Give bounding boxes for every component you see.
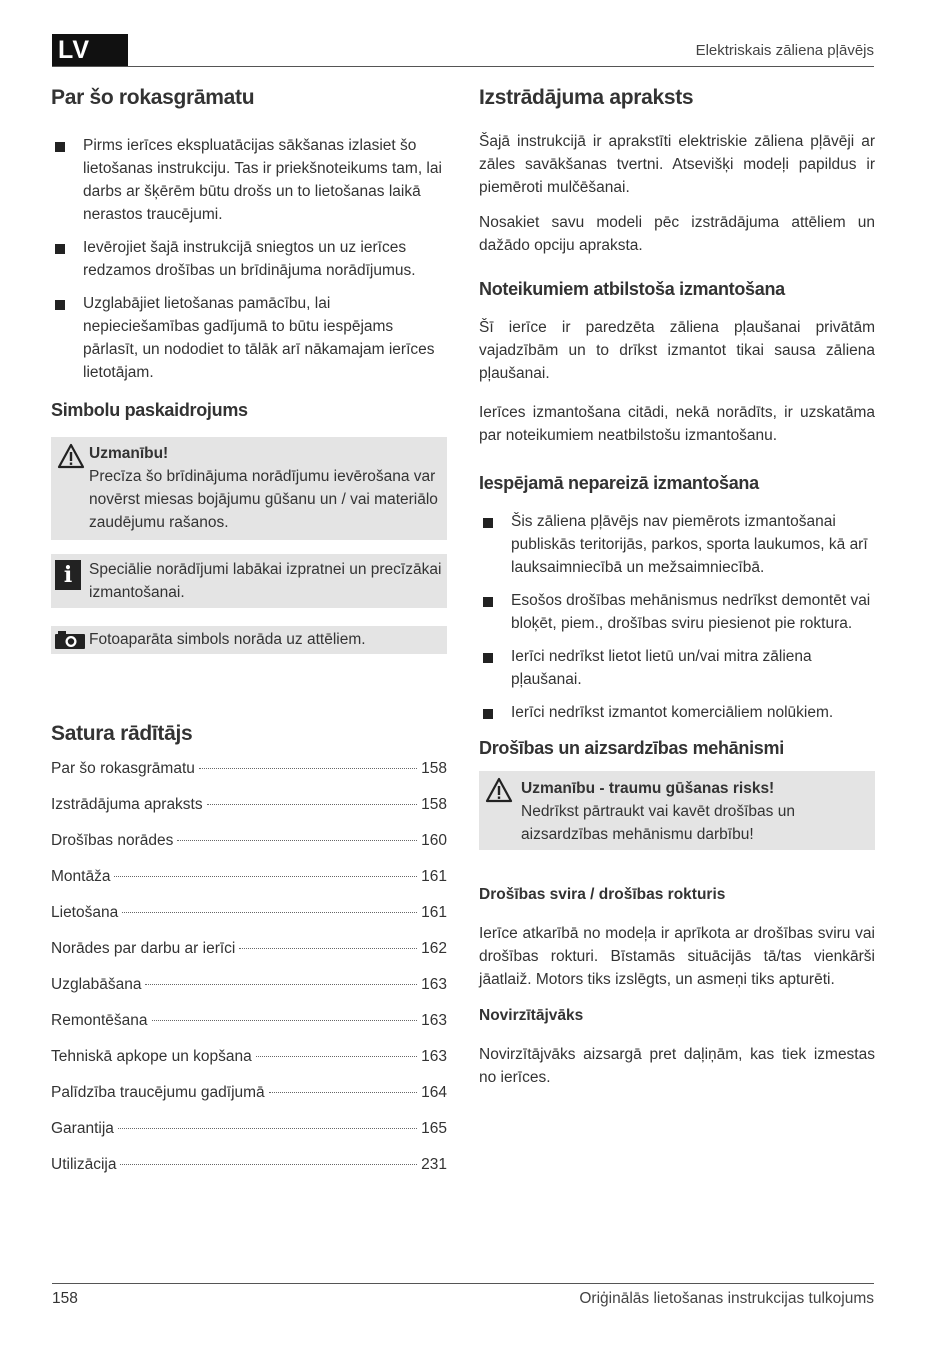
list-item: Ierīci nedrīkst lietot lietū un/vai mitra zāliena pļaušanai. [479, 645, 875, 691]
list-item: Šis zāliena pļāvējs nav piemērots izmantošanai publiskās teritorijās, parkos, sporta laukumos, kā arī lauksaimniecībā un mežsaimniecībā. [479, 510, 875, 579]
toc-leader-dots [152, 1020, 418, 1021]
footer-text: Oriģinālās lietošanas instrukcijas tulkojums [579, 1290, 874, 1307]
warning-title: Uzmanību! [89, 445, 169, 462]
left-column [51, 84, 447, 1192]
toc-leader-dots [114, 876, 417, 877]
header-divider [52, 66, 874, 67]
safety-lever-heading: Drošības svira / drošības rokturis [479, 886, 726, 903]
toc-leader-dots [269, 1092, 417, 1093]
safety-warning-text: Nedrīkst pārtraukt vai kavēt drošības un aizsardzības mehānismu darbību! [521, 803, 795, 843]
list-item: Uzglabājiet lietošanas pamācību, lai nepieciešamības gadījumā to būtu iespējams pārlasīt, un nododiet to tālāk arī nākamajam ierīces lietotājam. [51, 292, 447, 384]
toc-leader-dots [118, 1128, 417, 1129]
symbols-heading: Simbolu paskaidrojums [51, 400, 248, 420]
safety-warning-title: Uzmanību - traumu gūšanas risks! [521, 780, 775, 797]
list-item: Ierīci nedrīkst izmantot komerciāliem nolūkiem. [479, 701, 875, 724]
camera-box [51, 626, 447, 654]
toc-leader-dots [199, 768, 417, 769]
toc-row[interactable]: Montāža 161 [51, 868, 447, 885]
list-item: Ievērojiet šajā instrukcijā sniegtos un uz ierīces redzamos drošības un brīdinājuma norādījumus. [51, 236, 447, 282]
safety-lever-paragraph: Ierīce atkarībā no modeļa ir aprīkota ar drošības sviru vai drošības rokturi. Bīstamās situācijās tā/tas vienkārši jāatlaiž. Motors tiks izslēgts, un asmeņi tiks apturēti. [479, 925, 875, 988]
toc-leader-dots [120, 1164, 417, 1165]
toc-leader-dots [239, 948, 417, 949]
toc-row[interactable]: Remontēšana 163 [51, 1012, 447, 1029]
product-paragraph-1: Šajā instrukcijā ir aprakstīti elektriskie zāliena pļāvēji ar zāles savākšanas tvertni. Atsevišķi modeļi papildus ir piemēroti mulčēšanai. [479, 133, 875, 196]
bullet-square-icon [55, 142, 65, 152]
bullet-square-icon [483, 518, 493, 528]
toc-row[interactable]: Utilizācija 231 [51, 1156, 447, 1173]
toc-row[interactable]: Drošības norādes 160 [51, 832, 447, 849]
warning-box [51, 437, 447, 540]
toc-leader-dots [177, 840, 417, 841]
toc-leader-dots [207, 804, 418, 805]
right-column [479, 84, 875, 1089]
about-manual-list [51, 134, 447, 384]
footer-divider [52, 1283, 874, 1284]
about-manual-heading: Par šo rokasgrāmatu [51, 86, 255, 109]
product-paragraph-2: Nosakiet savu modeli pēc izstrādājuma attēliem un dažādo opciju apraksta. [479, 214, 875, 254]
toc-row[interactable]: Lietošana 161 [51, 904, 447, 921]
deflector-paragraph: Novirzītājvāks aizsargā pret daļiņām, kas tiek izmestas no ierīces. [479, 1046, 875, 1086]
table-of-contents [51, 760, 447, 1192]
intended-use-paragraph-2: Ierīces izmantošana citādi, nekā norādīts, ir uzskatāma par noteikumiem neatbilstošu izmantošanu. [479, 404, 875, 444]
toc-row[interactable]: Palīdzība traucējumu gadījumā 164 [51, 1084, 447, 1101]
bullet-square-icon [55, 244, 65, 254]
toc-leader-dots [256, 1056, 417, 1057]
toc-leader-dots [122, 912, 417, 913]
language-badge: LV [52, 34, 128, 67]
safety-warning-box [479, 771, 875, 850]
toc-row[interactable]: Tehniskā apkope un kopšana 163 [51, 1048, 447, 1065]
toc-row[interactable]: Izstrādājuma apraksts 158 [51, 796, 447, 813]
warning-triangle-icon [57, 443, 85, 469]
bullet-square-icon [483, 709, 493, 719]
bullet-square-icon [483, 597, 493, 607]
page-number: 158 [52, 1290, 78, 1307]
list-item: Pirms ierīces ekspluatācijas sākšanas izlasiet šo lietošanas instrukciju. Tas ir priekšnoteikums tam, lai darbs ar šķērēm būtu drošs un to lietošanas laikā nerastos traucējumi. [51, 134, 447, 226]
warning-triangle-icon [485, 777, 513, 803]
toc-heading: Satura rādītājs [51, 722, 193, 745]
list-item: Esošos drošības mehānismus nedrīkst demontēt vai bloķēt, piem., drošības sviru piesienot pie roktura. [479, 589, 875, 635]
intended-use-paragraph-1: Šī ierīce ir paredzēta zāliena pļaušanai privātām vajadzībām un to drīkst izmantot tikai sausa zāliena pļaušanai. [479, 319, 875, 382]
toc-leader-dots [145, 984, 417, 985]
intended-use-heading: Noteikumiem atbilstoša izmantošana [479, 279, 785, 299]
safety-mechanisms-heading: Drošības un aizsardzības mehānismi [479, 738, 784, 758]
toc-row[interactable]: Par šo rokasgrāmatu 158 [51, 760, 447, 777]
camera-icon [54, 630, 86, 650]
toc-row[interactable]: Uzglabāšana 163 [51, 976, 447, 993]
product-description-heading: Izstrādājuma apraksts [479, 86, 694, 109]
camera-text: Fotoaparāta simbols norāda uz attēliem. [89, 631, 366, 648]
bullet-square-icon [55, 300, 65, 310]
toc-row[interactable]: Garantija 165 [51, 1120, 447, 1137]
toc-row[interactable]: Norādes par darbu ar ierīci 162 [51, 940, 447, 957]
document-title: Elektriskais zāliena pļāvējs [695, 42, 874, 59]
warning-text: Precīza šo brīdinājuma norādījumu ievērošana var novērst miesas bojājumu gūšanu un / vai materiālo zaudējumu rašanos. [89, 468, 438, 531]
info-text: Speciālie norādījumi labākai izpratnei un precīzākai izmantošanai. [89, 561, 442, 601]
info-icon: i [55, 560, 81, 590]
bullet-square-icon [483, 653, 493, 663]
misuse-heading: Iespējamā nepareizā izmantošana [479, 473, 759, 493]
info-box [51, 554, 447, 608]
misuse-list [479, 510, 875, 724]
deflector-heading: Novirzītājvāks [479, 1007, 584, 1024]
